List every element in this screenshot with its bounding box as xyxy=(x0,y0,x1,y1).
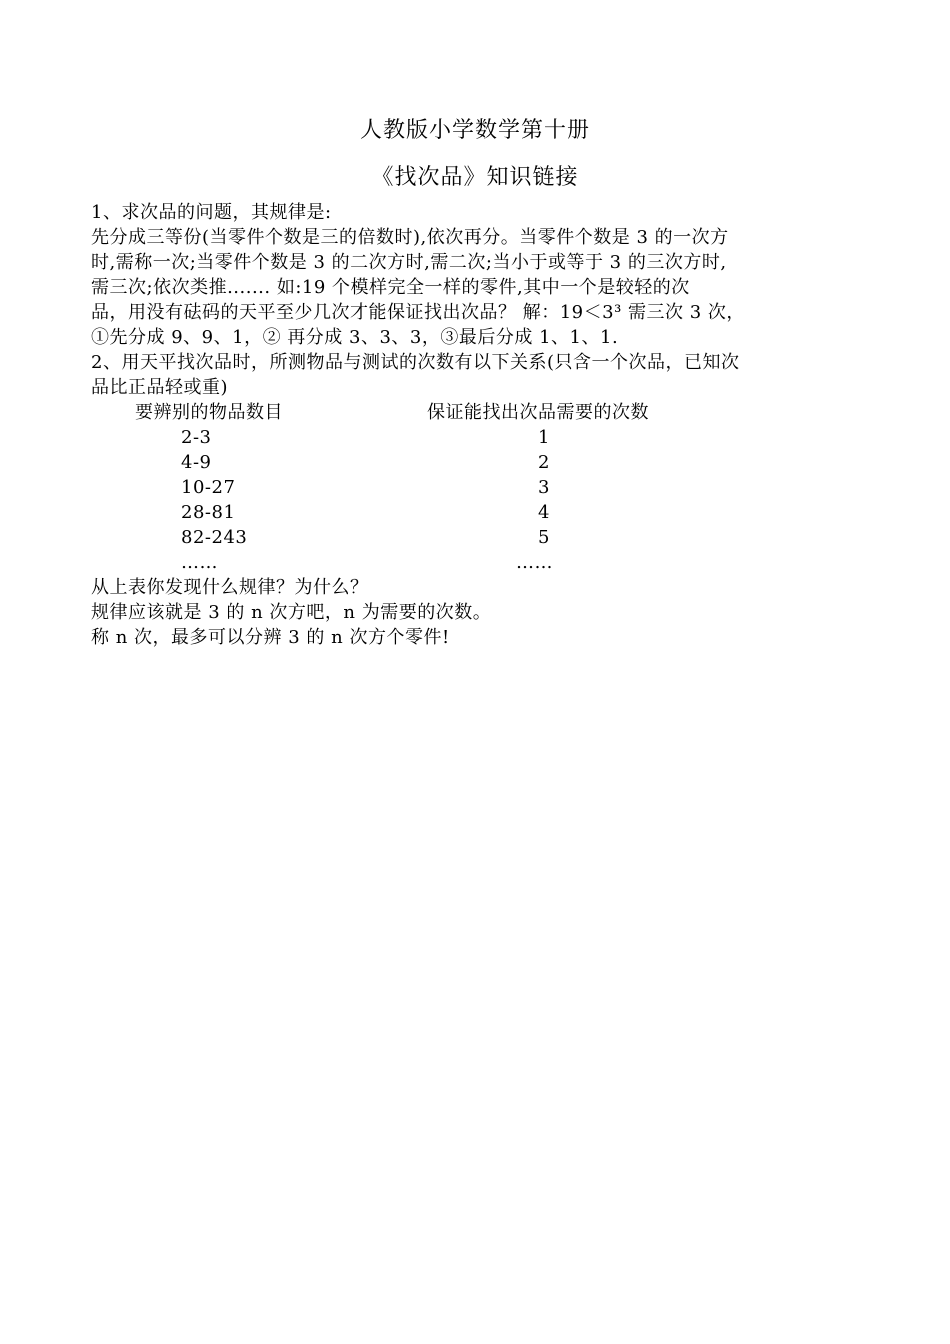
table-cell-range: 28-81 xyxy=(181,502,236,523)
document-body xyxy=(91,200,871,650)
section-1-line-4: 品，用没有砝码的天平至少几次才能保证找出次品？ 解：19＜3³ 需三次 3 次， xyxy=(91,302,745,323)
table-cell-range: 10-27 xyxy=(181,477,236,498)
page-title: 人教版小学数学第十册 xyxy=(359,118,590,143)
section-2-line-2: 品比正品轻或重) xyxy=(91,377,229,398)
table-cell-range: 82-243 xyxy=(181,527,248,548)
section-1-line-2: 时,需称一次;当零件个数是 3 的二次方时,需二次;当小于或等于 3 的三次方时, xyxy=(91,252,727,273)
section-2-line-1: 2、用天平找次品时，所测物品与测试的次数有以下关系(只含一个次品，已知次 xyxy=(91,352,740,373)
section-1-line-1: 先分成三等份(当零件个数是三的倍数时),依次再分。当零件个数是 3 的一次方 xyxy=(91,227,729,248)
table-cell-ellipsis: …… xyxy=(516,552,553,573)
page-subtitle: 《找次品》知识链接 xyxy=(371,165,579,190)
table-cell-count: 3 xyxy=(538,477,550,498)
table-header-items: 要辨别的物品数目 xyxy=(135,402,283,423)
table-cell-count: 5 xyxy=(538,527,550,548)
table-cell-range: 4-9 xyxy=(181,452,212,473)
table-cell-range: 2-3 xyxy=(181,427,212,448)
section-1-heading: 1、求次品的问题，其规律是: xyxy=(91,202,332,223)
table-cell-count: 1 xyxy=(538,427,550,448)
table-cell-ellipsis: …… xyxy=(181,552,218,573)
table-header-times: 保证能找出次品需要的次数 xyxy=(427,402,649,423)
table-cell-count: 2 xyxy=(538,452,550,473)
section-1-line-3: 需三次;依次类推....... 如:19 个模样完全一样的零件,其中一个是较轻的次 xyxy=(91,277,690,298)
relation-table xyxy=(91,400,871,575)
closing-answer-2: 称 n 次，最多可以分辨 3 的 n 次方个零件! xyxy=(91,627,450,648)
closing-answer-1: 规律应该就是 3 的 n 次方吧，n 为需要的次数。 xyxy=(91,602,492,623)
closing-question: 从上表你发现什么规律？为什么？ xyxy=(91,577,369,598)
section-1-line-5: ①先分成 9、9、1，② 再分成 3、3、3，③最后分成 1、1、1. xyxy=(91,327,619,348)
table-cell-count: 4 xyxy=(538,502,550,523)
